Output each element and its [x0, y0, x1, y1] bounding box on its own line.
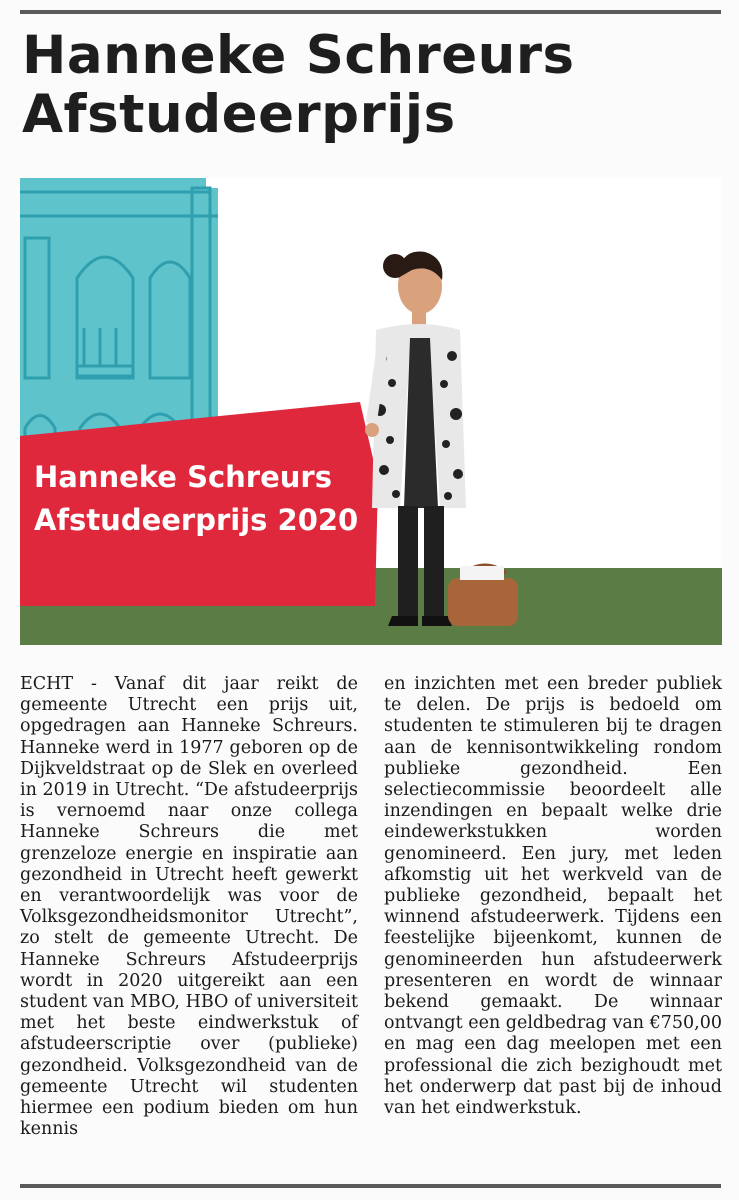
illustration-svg: [20, 178, 722, 645]
paragraph-left: ECHT - Vanaf dit jaar reikt de gemeente Utrecht een prijs uit, opgedragen aan Hanneke Schreurs. Hanneke werd in 1977 geboren op de Dijkveldstraat op de Slek en overleed in 2019 in Utrecht. “De afstudeerprijs is vernoemd naar onze collega Hanneke Schreurs die met grenzeloze energie en inspiratie aan gezondheid in Utrecht heeft gewerkt en verantwoordelijk was voor de Volksgezondheidsmonitor Utrecht”, zo stelt de gemeente Utrecht. De Hanneke Schreurs Afstudeerprijs wordt in 2020 uitgereikt aan een student van MBO, HBO of universiteit met het beste eindwerkstuk of afstudeerscriptie over (publieke) gezondheid. Volksgezondheid van de gemeente Utrecht wil studenten hiermee een podium bieden om hun kennis: [20, 674, 358, 1140]
headline-line-1: Hanneke Schreurs: [22, 25, 575, 86]
article-column-left: [20, 674, 358, 1140]
article-column-right: [384, 674, 722, 1119]
article-body: [20, 674, 720, 1174]
article-illustration: [20, 178, 722, 645]
top-rule: [20, 10, 721, 14]
headline-line-2: Afstudeerprijs: [22, 84, 456, 145]
headline: [22, 26, 712, 144]
bottom-rule: [20, 1184, 721, 1188]
paragraph-right: en inzichten met een breder publiek te delen. De prijs is bedoeld om studenten te stimuleren bij te dragen aan de kennisontwikkeling rondom publieke gezondheid. Een selectiecommissie beoordeelt alle inzendingen en bepaalt welke drie eindewerkstukken worden genomineerd. Een jury, met leden afkomstig uit het werkveld van de publieke gezondheid, bepaalt het winnend afstudeerwerk. Tijdens een feestelijke bijeenkomt, kunnen de genomineerden hun afstudeerwerk presenteren en wordt de winnaar bekend gemaakt. De winnaar ontvangt een geldbedrag van €750,00 en mag een dag meelopen met een professional die zich bezighoudt met het onderwerp dat past bij de inhoud van het eindwerkstuk.: [384, 674, 722, 1119]
banner-title-line-1: Hanneke Schreurs: [34, 460, 332, 494]
banner-title-line-2: Afstudeerprijs 2020: [34, 503, 359, 537]
